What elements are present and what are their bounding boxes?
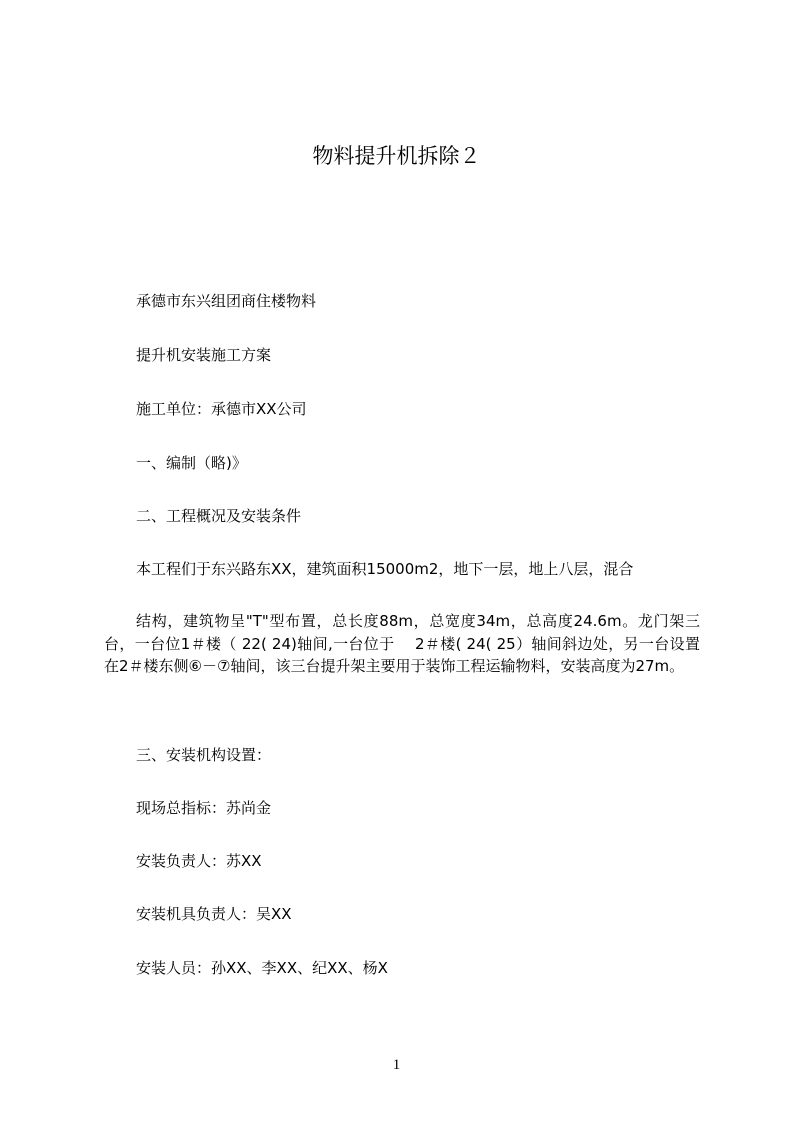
text-line-plan-title: 提升机安装施工方案 (136, 346, 272, 364)
staff-line-installation-lead: 安装负责人：苏XX (136, 852, 262, 870)
section-heading-installation-org: 三、安装机构设置： (136, 746, 272, 764)
text-line-contractor: 施工单位：承德市XX公司 (136, 400, 307, 418)
section-heading-overview: 二、工程概况及安装条件 (136, 507, 302, 525)
section-heading-compilation: 一、编制（略)》 (136, 454, 247, 472)
document-title: 物料提升机拆除２ (312, 144, 481, 168)
staff-line-site-manager: 现场总指标：苏尚金 (136, 799, 272, 817)
staff-line-equipment-lead: 安装机具负责人：吴XX (136, 905, 292, 923)
text-line-project-name: 承德市东兴组团商住楼物料 (136, 292, 317, 310)
page-number: 1 (392, 1057, 401, 1073)
text-line-project-overview: 本工程们于东兴路东XX，建筑面积15000m2，地下一层，地上八层，混合 (136, 560, 634, 578)
staff-line-installers: 安装人员：孙XX、李XX、纪XX、杨X (136, 959, 388, 977)
paragraph-structure-description: 结构，建筑物呈"T"型布置，总长度88m，总宽度34m，总高度24.6m。龙门架三台，一台位1＃楼（ 22( 24)轴间,一台位于 2＃楼( 24( 25）轴间斜边处，另一台设置在2＃楼东侧⑥－⑦轴间，该三台提升架主要用于装饰工程运输物料，安装高度为27m。 (104, 612, 700, 675)
